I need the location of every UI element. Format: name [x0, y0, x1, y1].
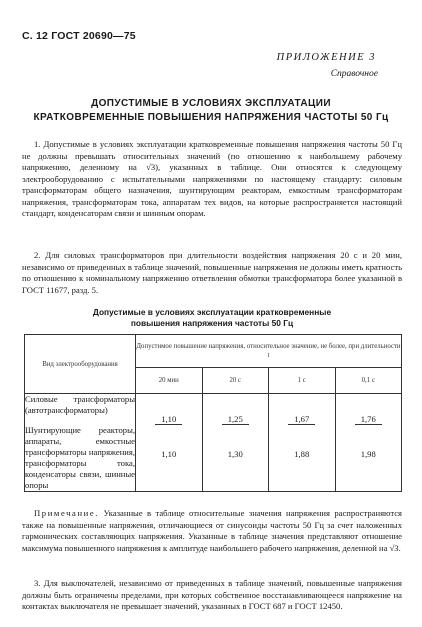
table-caption-line2: повышения напряжения частоты 50 Гц: [130, 318, 294, 328]
paragraph-1: 1. Допустимые в условиях эксплуатации кратковременные повышения напряжения частоты 50 Гц не должны превышать относительных значений (по отношению к наибольшему рабочему напряжению, деленному на √3), указанных в таблице. Они относятся к следующему электрооборудованию с испытательными напряжениями по настоящему стандарту: силовым трансформаторам общего назначения, шунтирующим реакторам, емкостным трансформаторам напряжения, трансформаторам тока, аппаратам тех видов, на которые распространяется настоящий стандарт, конденсаторам связи и шинным опорам.: [22, 139, 402, 218]
note-text: Указанные в таблице относительные значения напряжения распространяются также на повышенные напряжения, отличающиеся от синусоиды частоты 50 Гц за счет наложенных гармонических составляющих напряжения. Указанные в таблице значения представляют отношение максимума повышенного напряжения к амплитуде наибольшего рабочего напряжения, деленной на √3.: [22, 508, 402, 553]
cell-value-text: 1,10: [155, 414, 182, 425]
table-caption-line1: Допустимые в условиях эксплуатации кратковременные: [92, 307, 332, 317]
document-title-line1: ДОПУСТИМЫЕ В УСЛОВИЯХ ЭКСПЛУАТАЦИИ: [91, 98, 331, 109]
col-header-duration: 20 с: [202, 367, 269, 393]
page-header: С. 12 ГОСТ 20690—75: [22, 30, 136, 42]
cell-value: [335, 425, 402, 492]
cell-value-text: 1,10: [161, 449, 177, 459]
row-name: Шунтирующие реакторы, аппараты, емкостные трансформаторы напряжения, трансформаторы тока, конденсаторы связи, шинные опоры: [25, 425, 135, 490]
col-header-duration: 1 с: [269, 367, 336, 393]
paragraph-2: 2. Для силовых трансформаторов при длительности воздействия напряжения 20 с и 20 мин, независимо от приведенных в таблице значений, повышенные напряжения не должны иметь кратность по отношению к номинальному напряжению ответвления обмотки трансформатора более указанной в ГОСТ 11677, разд. 5.: [22, 250, 402, 295]
cell-value: [136, 394, 203, 426]
cell-value: [136, 425, 203, 492]
col-header-group: Допустимое повышение напряжения, относительное значение, не более, при длительности t: [136, 335, 402, 368]
col-header-duration: 0,1 с: [335, 367, 402, 393]
cell-value: [269, 394, 336, 426]
cell-value-text: 1,88: [294, 449, 310, 459]
voltage-table: [24, 334, 402, 492]
cell-value: [202, 394, 269, 426]
paragraph-3: 3. Для выключателей, независимо от приведенных в таблице значений, повышенные напряжения должны быть ограничены пределами, при которых собственное восстанавливающееся напряжение на контактах выключателя не превышает значений, указанных в ГОСТ 687 и ГОСТ 12450.: [22, 578, 402, 611]
row-name: Силовые трансформаторы (автотрансформаторы): [25, 394, 136, 426]
appendix-label: ПРИЛОЖЕНИЕ 3: [276, 52, 376, 63]
table-caption: [22, 307, 402, 329]
document-title-line2: КРАТКОВРЕМЕННЫЕ ПОВЫШЕНИЯ НАПРЯЖЕНИЯ ЧАСТОТЫ 50 Гц: [33, 112, 389, 123]
table-row: [25, 394, 402, 426]
cell-value: [269, 425, 336, 492]
appendix-status: Справочное: [330, 69, 378, 79]
cell-value-text: 1,98: [360, 449, 376, 459]
cell-value-text: 1,30: [227, 449, 243, 459]
cell-value-text: 1,25: [222, 414, 249, 425]
note-label: Примечание.: [34, 508, 100, 518]
cell-value-text: 1,76: [355, 414, 382, 425]
col-header-equipment: Вид электрооборудования: [25, 335, 136, 394]
table-row: [25, 425, 402, 492]
col-header-duration: 20 мин: [136, 367, 203, 393]
cell-value: [202, 425, 269, 492]
cell-value-text: 1,67: [288, 414, 315, 425]
cell-value: [335, 394, 402, 426]
note-paragraph: [22, 508, 402, 554]
